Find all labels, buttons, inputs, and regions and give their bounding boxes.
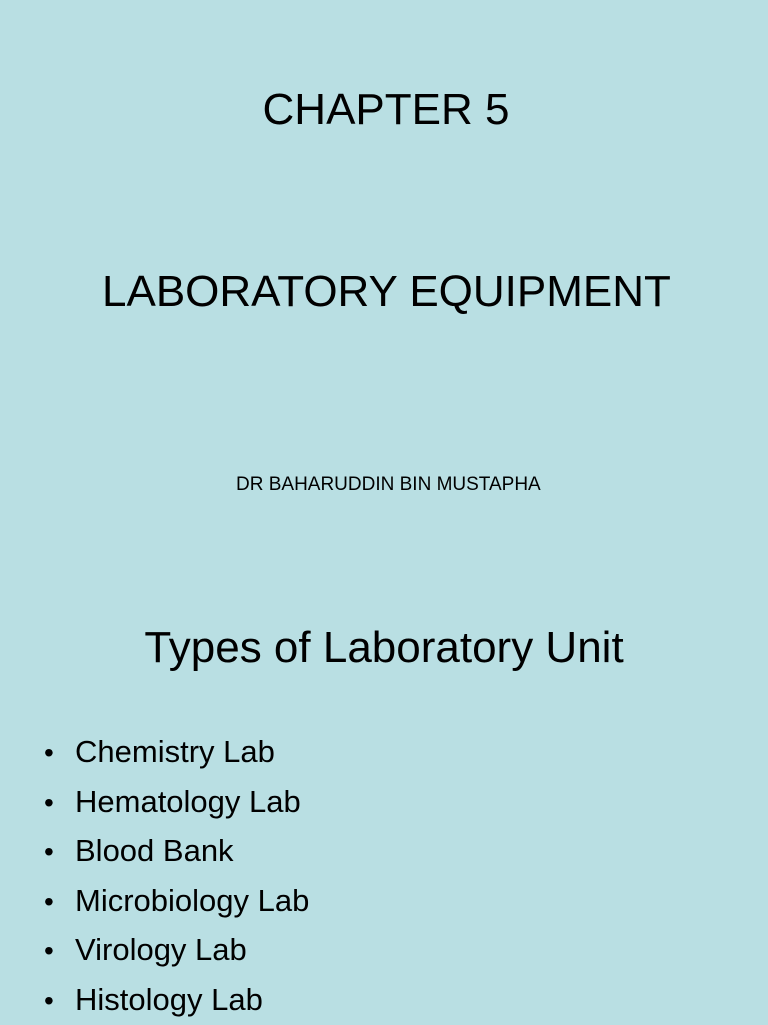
list-item [44, 975, 309, 1025]
list-item-label: Chemistry Lab [75, 727, 275, 777]
list-item-label: Virology Lab [75, 925, 247, 975]
list-item [44, 925, 309, 975]
lab-unit-list [44, 727, 309, 1024]
bullet-icon: • [44, 728, 75, 778]
bullet-icon: • [44, 877, 75, 927]
list-item [44, 876, 309, 926]
bullet-icon: • [44, 926, 75, 976]
list-item-label: Histology Lab [75, 975, 263, 1025]
list-item-label: Hematology Lab [75, 777, 301, 827]
bullet-icon: • [44, 976, 75, 1025]
author-name: DR BAHARUDDIN BIN MUSTAPHA [236, 473, 541, 497]
bullet-icon: • [44, 778, 75, 828]
list-item [44, 777, 309, 827]
list-item [44, 727, 309, 777]
list-item [44, 826, 309, 876]
chapter-heading: CHAPTER 5 [0, 84, 768, 136]
page-title: LABORATORY EQUIPMENT [102, 266, 671, 318]
bullet-icon: • [44, 827, 75, 877]
list-item-label: Blood Bank [75, 826, 234, 876]
list-item-label: Microbiology Lab [75, 876, 309, 926]
section-title: Types of Laboratory Unit [0, 622, 768, 674]
